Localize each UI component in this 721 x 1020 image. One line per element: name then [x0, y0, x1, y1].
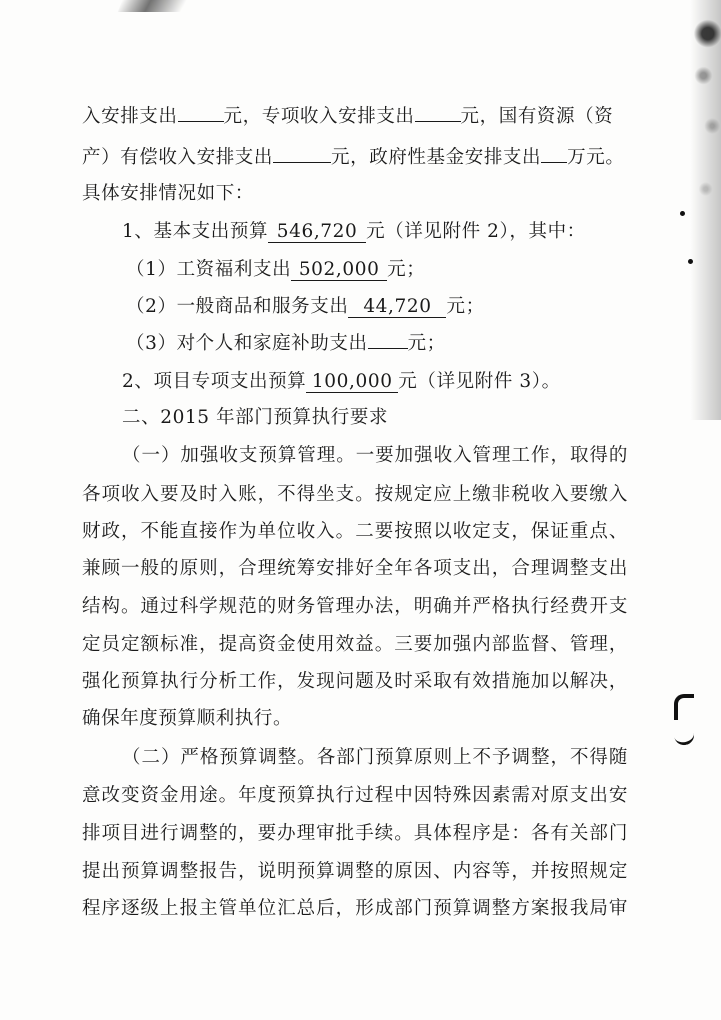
paragraph-line: （二）严格预算调整。各部门预算原则上不予调整，不得随 [122, 747, 628, 768]
text-run: 元，国有资源（资 [460, 106, 614, 127]
item-amount: 546,720 [268, 222, 366, 243]
margin-mark [674, 694, 694, 720]
item-suffix: 元； [407, 333, 446, 354]
paragraph-line: 结构。通过科学规范的财务管理办法，明确并严格执行经费开支 [82, 596, 628, 617]
paragraph-line: 各项收入要及时入账，不得坐支。按规定应上缴非税收入要缴入 [82, 484, 628, 505]
text-run: 产）有偿收入安排支出 [82, 147, 274, 168]
margin-mark [674, 732, 696, 747]
text-run: 入安排支出 [82, 106, 178, 127]
scan-edge-shadow [677, 0, 721, 420]
scan-top-mark [118, 0, 192, 12]
text-line: 具体安排情况如下： [82, 183, 254, 204]
scan-dot [688, 259, 693, 264]
paragraph-line: 定员定额标准，提高资金使用效益。三要加强内部监督、管理， [82, 634, 628, 655]
section-heading: 二、2015 年部门预算执行要求 [122, 407, 389, 428]
paragraph-line: 意改变资金用途。年度预算执行过程中因特殊因素需对原支出安 [82, 785, 628, 806]
budget-item-project [122, 369, 561, 395]
text-run: 元，政府性基金安排支出 [331, 147, 542, 168]
blank-amount [541, 162, 567, 163]
paragraph-line: 排项目进行调整的，要办理审批手续。具体程序是：各有关部门 [82, 823, 628, 844]
item-amount: 100,000 [306, 372, 398, 393]
paragraph-line: 提出预算调整报告，说明预算调整的原因、内容等，并按照规定 [82, 861, 628, 882]
text-line [82, 104, 613, 130]
paragraph-line: 强化预算执行分析工作，发现问题及时采取有效措施加以解决， [82, 671, 628, 692]
budget-item-goods [126, 294, 485, 320]
item-suffix: 元； [387, 259, 426, 280]
item-suffix: 元（详见附件 2），其中： [366, 221, 586, 242]
item-amount: 502,000 [291, 260, 387, 281]
blank-amount [178, 121, 224, 122]
item-amount: 44,720 [348, 297, 446, 318]
text-line [82, 145, 624, 171]
paragraph-line: （一）加强收支预算管理。一要加强收入管理工作，取得的 [122, 445, 628, 466]
paragraph-line: 兼顾一般的原则，合理统筹安排好全年各项支出，合理调整支出 [82, 558, 628, 579]
blank-amount [273, 162, 331, 163]
blank-amount [415, 121, 461, 122]
paragraph-line: 确保年度预算顺利执行。 [82, 708, 293, 729]
item-label: 2、项目专项支出预算 [122, 371, 307, 392]
paragraph-line: 程序逐级上报主管单位汇总后，形成部门预算调整方案报我局审 [82, 898, 628, 919]
item-label: 1、基本支出预算 [122, 221, 269, 242]
item-suffix: 元（详见附件 3）。 [398, 371, 561, 392]
text-run: 元，专项收入安排支出 [223, 106, 415, 127]
text-run: 万元。 [567, 147, 625, 168]
item-label: （3）对个人和家庭补助支出 [126, 333, 368, 354]
budget-item-personal [126, 331, 446, 357]
paragraph-line: 财政，不能直接作为单位收入。二要按照以收定支，保证重点、 [82, 521, 628, 542]
budget-item-basic [122, 219, 586, 245]
item-suffix: 元； [446, 296, 485, 317]
scan-dot [680, 211, 685, 216]
budget-item-wage [126, 257, 425, 283]
item-label: （2）一般商品和服务支出 [126, 296, 349, 317]
item-label: （1）工资福利支出 [126, 259, 292, 280]
item-amount [368, 348, 408, 349]
